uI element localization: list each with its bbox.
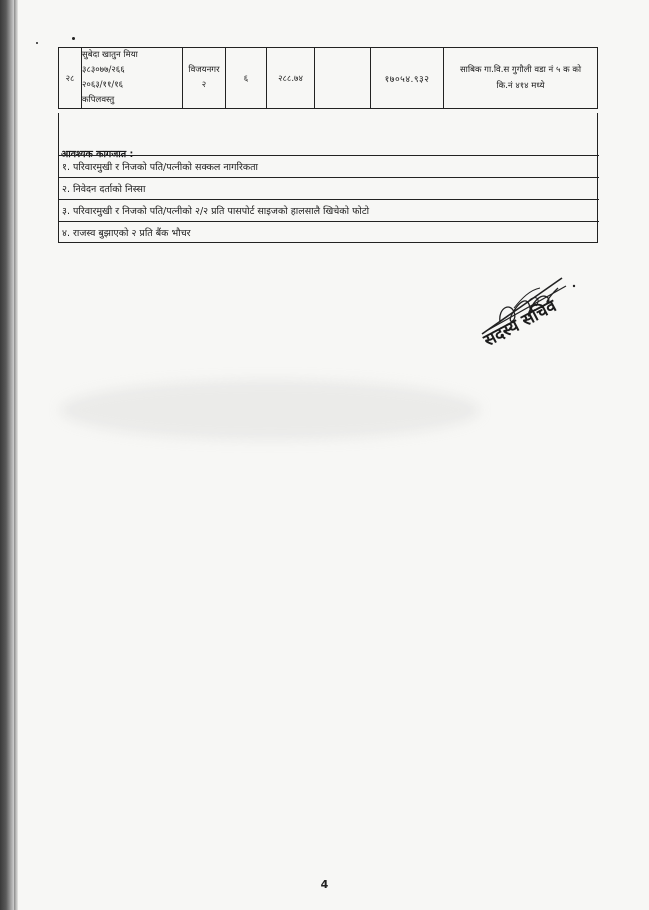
serial-number: २८ [59,48,82,109]
signature-block [470,268,600,388]
document-item-2: २. निवेदन दर्ताको निस्सा [62,184,146,195]
ink-speck [72,37,75,40]
issue-date: २०६३/११/१६ [82,80,124,90]
ward-number: ६ [226,48,267,109]
owner-details [82,48,183,109]
document-item-3: ३. परिवारमुखी र निजको पति/पत्नीको २/२ प्रति पासपोर्ट साइजको हालसालै खिचेको फोटो [62,206,370,217]
ink-speck [36,42,38,44]
district: कपिलवस्तु [82,95,115,105]
page-edge [14,0,18,910]
citizenship-number: ३८३०७७/२६६ [82,65,125,75]
member-secretary-stamp: सदस्य सचिव [480,296,560,351]
document-item-4: ४. राजस्व बुझाएको २ प्रति बैंक भौचर [62,228,191,239]
blank-cell [315,48,371,109]
list-item [59,177,599,199]
land-record-table [58,47,598,109]
required-documents-box [58,113,598,243]
remarks-cell [444,48,598,109]
document-item-1: १. परिवारमुखी र निजको पति/पत्नीको सक्कल नागरिकता [62,162,258,173]
list-item [59,199,599,221]
remarks-line-2: कि.नं ४१४ मध्ये [496,81,545,91]
page-number: 4 [320,878,329,891]
plot-number: २८८.७४ [267,48,315,109]
table-row [59,48,598,109]
list-item [59,155,599,177]
vdc-ward: २ [201,80,207,90]
scan-smudge [60,380,480,440]
area-value: १७०५४.९३२ [371,48,444,109]
remarks-line-1: साबिक गा.वि.स गुगौली वडा नं ५ क को [459,65,582,75]
list-item [59,221,599,243]
owner-name: सुबेदा खातुन मिया [82,50,138,60]
vdc-name: विजयनगर [188,65,220,75]
vdc-cell [183,48,226,109]
required-documents-title: आवश्यक कागजात : [61,149,134,160]
